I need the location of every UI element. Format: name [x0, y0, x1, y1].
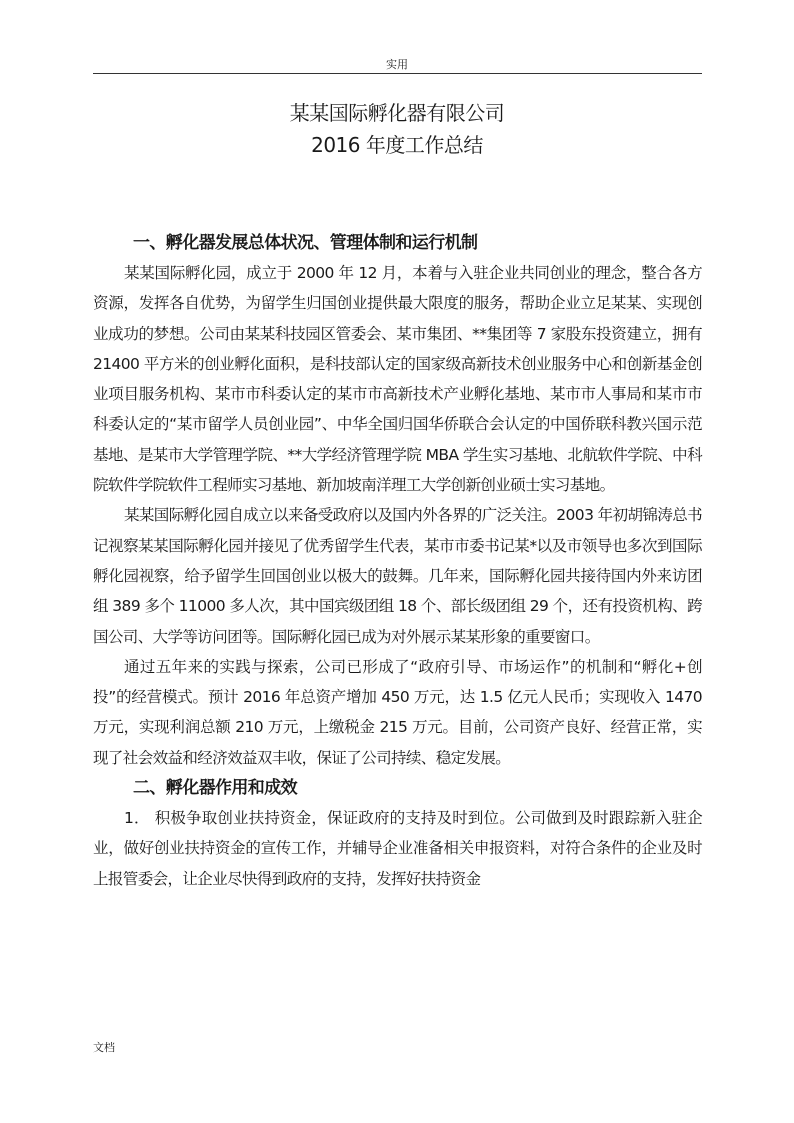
document-subtitle: 2016 年度工作总结 — [311, 133, 483, 157]
header-rule — [93, 73, 702, 74]
section-1-paragraph-1: 某某国际孵化园，成立于 2000 年 12 月，本着与入驻企业共同创业的理念，整合各方资源，发挥各自优势，为留学生归国创业提供最大限度的服务，帮助企业立足某某、实现创业成功的梦想。公司由某某科技园区管委会、某市集团、**集团等 7 家股东投资建立，拥有 21400 平方米的创业孵化面积，是科技部认定的国家级高新技术创业服务中心和创新基金创业项目服务机构、某市市科委认定的某市市高新技术产业孵化基地、某市市人事局和某市市科委认定的“某市留学人员创业园”、中华全国归国华侨联合会认定的中国侨联科教兴国示范基地、是某市大学管理学院、**大学经济管理学院 MBA 学生实习基地、北航软件学院、中科院软件学院软件工程师实习基地、新加坡南洋理工大学创新创业硕士实习基地。 — [93, 264, 702, 495]
page-footer-label: 文档 — [93, 1041, 115, 1054]
section-1-paragraph-2: 某某国际孵化园自成立以来备受政府以及国内外各界的广泛关注。2003 年初胡锦涛总书记视察某某国际孵化园并接见了优秀留学生代表，某市市委书记某*以及市领导也多次到国际孵化园视察，给予留学生回国创业以极大的鼓舞。几年来，国际孵化园共接待国内外来访团组 389 多个 11000 多人次，其中国宾级团组 18 个、部长级团组 29 个，还有投资机构、跨国公司、大学等访问团等。国际孵化园已成为对外展示某某形象的重要窗口。 — [93, 506, 702, 646]
section-heading-2: 二、孵化器作用和成效 — [133, 778, 297, 799]
section-2-paragraph-1: 1． 积极争取创业扶持资金，保证政府的支持及时到位。公司做到及时跟踪新入驻企业，做好创业扶持资金的宣传工作，并辅导企业准备相关申报资料，对符合条件的企业及时上报管委会，让企业尽快得到政府的支持，发挥好扶持资金 — [93, 809, 702, 888]
document-body — [93, 228, 702, 894]
section-heading-1: 一、孵化器发展总体状况、管理体制和运行机制 — [133, 233, 478, 253]
page-header-label: 实用 — [386, 58, 408, 71]
document-title: 某某国际孵化器有限公司 — [289, 101, 505, 125]
section-1-paragraph-3: 通过五年来的实践与探索，公司已形成了“政府引导、市场运作”的机制和“孵化+创投”的经营模式。预计 2016 年总资产增加 450 万元，达 1.5 亿元人民币；实现收入 1470 万元，实现利润总额 210 万元，上缴税金 215 万元。目前，公司资产良好、经营正常，实现了社会效益和经济效益双丰收，保证了公司持续、稳定发展。 — [93, 657, 702, 767]
